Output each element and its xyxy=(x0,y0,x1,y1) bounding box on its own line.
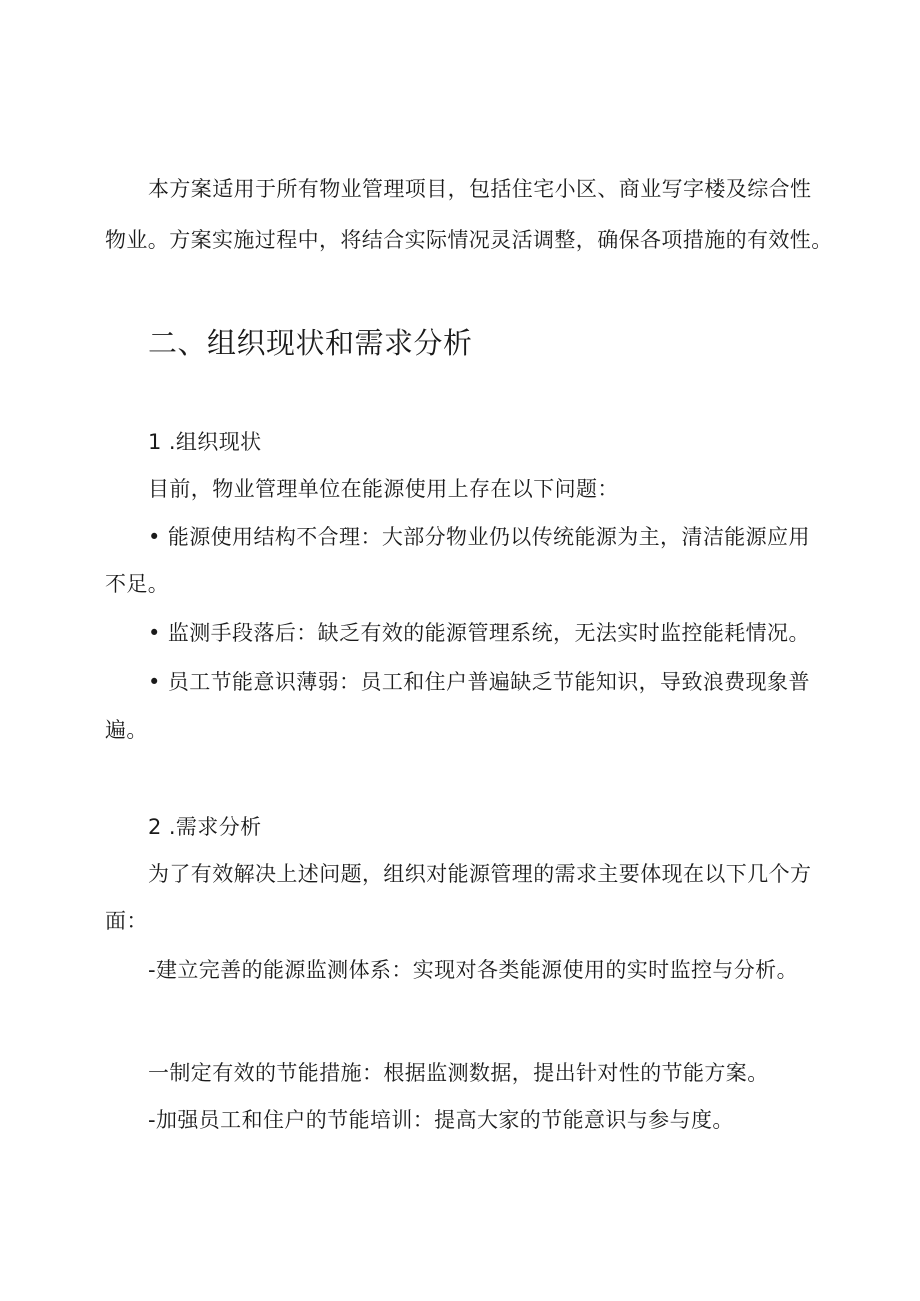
issue-item-2: • 监测手段落后：缺乏有效的能源管理系统，无法实时监控能耗情况。 xyxy=(148,621,810,645)
current-status-lead: 目前，物业管理单位在能源使用上存在以下问题： xyxy=(148,477,619,501)
needs-analysis-lead-line-1: 为了有效解决上述问题，组织对能源管理的需求主要体现在以下几个方 xyxy=(148,862,812,886)
issue-item-3-line-1: • 员工节能意识薄弱：员工和住户普遍缺乏节能知识，导致浪费现象普 xyxy=(148,670,810,694)
intro-paragraph-line-1: 本方案适用于所有物业管理项目，包括住宅小区、商业写字楼及综合性 xyxy=(148,177,812,201)
needs-analysis-lead-line-2: 面： xyxy=(105,909,148,933)
need-item-2: 一制定有效的节能措施：根据监测数据，提出针对性的节能方案。 xyxy=(148,1061,769,1085)
section-heading: 二、组织现状和需求分析 xyxy=(148,326,473,360)
intro-paragraph-line-2: 物业。方案实施过程中，将结合实际情况灵活调整，确保各项措施的有效性。 xyxy=(105,228,833,252)
subsection-title-needs-analysis: 2 .需求分析 xyxy=(148,815,262,839)
need-item-1: -建立完善的能源监测体系：实现对各类能源使用的实时监控与分析。 xyxy=(148,958,798,982)
issue-item-1-line-1: • 能源使用结构不合理：大部分物业仍以传统能源为主，清洁能源应用 xyxy=(148,525,810,549)
subsection-title-current-status: 1 .组织现状 xyxy=(148,430,262,454)
issue-item-3-line-2: 遍。 xyxy=(105,718,148,742)
issue-item-1-line-2: 不足。 xyxy=(105,572,170,596)
need-item-3: -加强员工和住户的节能培训：提高大家的节能意识与参与度。 xyxy=(148,1108,734,1132)
